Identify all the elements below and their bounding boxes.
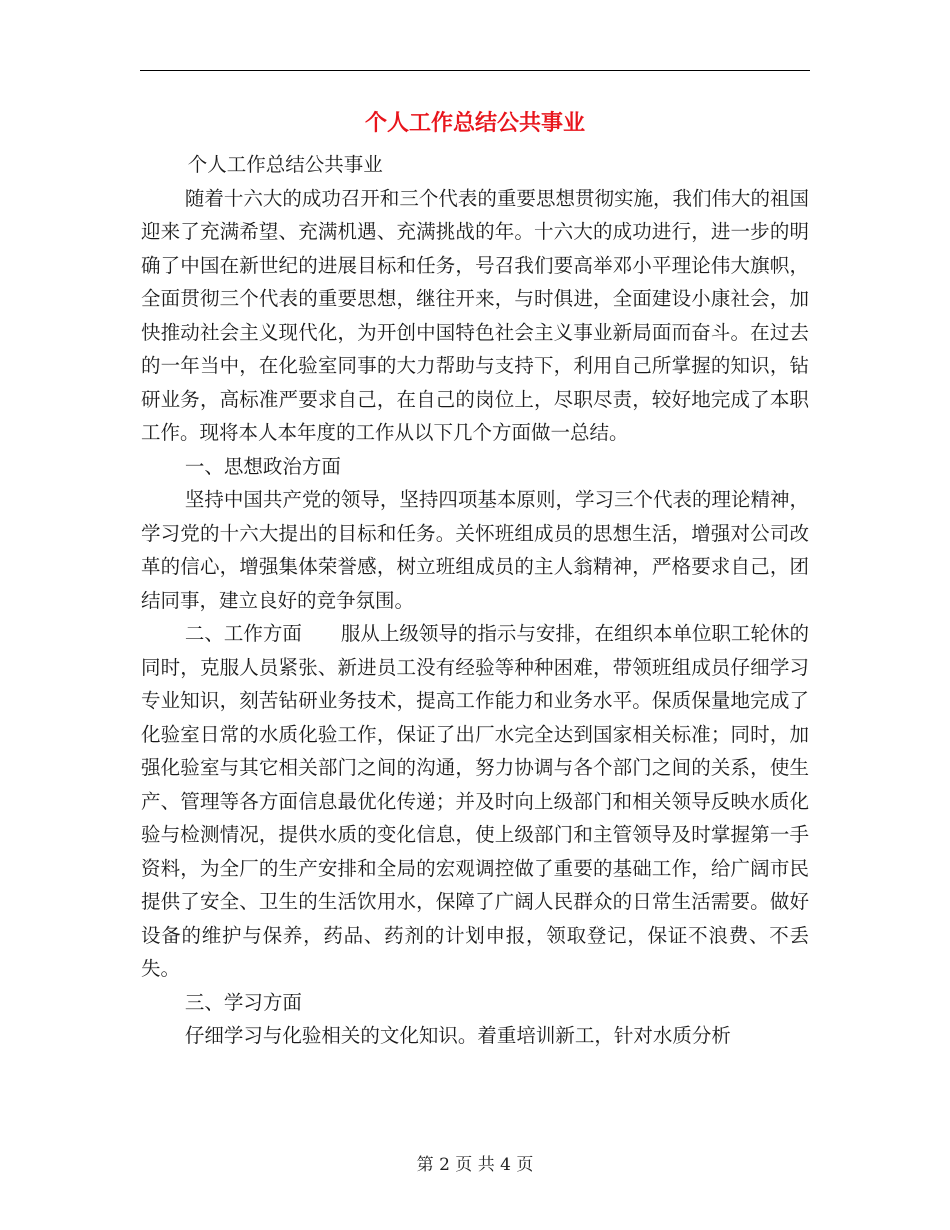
work-paragraph: 二、工作方面 服从上级领导的指示与安排，在组织本单位职工轮休的同时，克服人员紧张、新进员工没有经验等种种困难，带领班组成员仔细学习专业知识，刻苦钻研业务技术，提高工作能力和业务水平。保质保量地完成了化验室日常的水质化验工作，保证了出厂水完全达到国家相关标准；同时，加强化验室与其它相关部门之间的沟通，努力协调与各个部门之间的关系，使生产、管理等各方面信息最优化传递；并及时向上级部门和相关领导反映水质化验与检测情况，提供水质的变化信息，使上级部门和主管领导及时掌握第一手资料，为全厂的生产安排和全局的宏观调控做了重要的基础工作，给广阔市民提供了安全、卫生的生活饮用水，保障了广阔人民群众的日常生活需要。做好设备的维护与保养，药品、药剂的计划申报，领取登记，保证不浪费、不丢失。 [141, 622, 809, 980]
section-heading-study: 三、学习方面 [184, 990, 302, 1014]
intro-paragraph: 随着十六大的成功召开和三个代表的重要思想贯彻实施，我们伟大的祖国迎来了充满希望、充满机遇、充满挑战的年。十六大的成功进行，进一步的明确了中国在新世纪的进展目标和任务，号召我们要高举邓小平理论伟大旗帜，全面贯彻三个代表的重要思想，继往开来，与时俱进，全面建设小康社会，加快推动社会主义现代化，为开创中国特色社会主义事业新局面而奋斗。在过去的一年当中，在化验室同事的大力帮助与支持下，利用自己所掌握的知识，钻研业务，高标准严要求自己，在自己的岗位上，尽职尽责，较好地完成了本职工作。现将本人本年度的工作从以下几个方面做一总结。 [141, 186, 809, 444]
subtitle-paragraph: 个人工作总结公共事业 [187, 153, 383, 176]
page-number-footer: 第 2 页 共 4 页 [416, 1155, 534, 1175]
study-paragraph: 仔细学习与化验相关的文化知识。着重培训新工，针对水质分析 [184, 1024, 731, 1047]
document-title: 个人工作总结公共事业 [364, 111, 585, 136]
politics-paragraph: 坚持中国共产党的领导，坚持四项基本原则，学习三个代表的理论精神，学习党的十六大提出的目标和任务。关怀班组成员的思想生活，增强对公司改革的信心，增强集体荣誉感，树立班组成员的主人翁精神，严格要求自己，团结同事，建立良好的竞争氛围。 [141, 488, 809, 612]
section-heading-politics: 一、思想政治方面 [184, 454, 341, 478]
header-rule [140, 70, 810, 71]
document-body [141, 148, 809, 1053]
